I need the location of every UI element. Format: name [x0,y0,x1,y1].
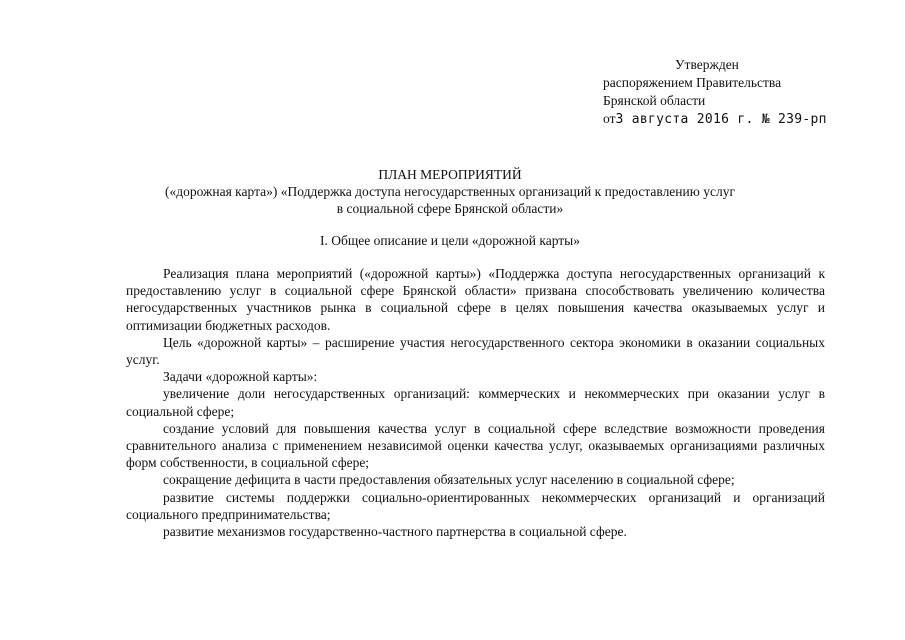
approval-heading: Утвержден [675,57,739,72]
approval-issuer: распоряжением Правительства [603,75,782,90]
title-line-2: («дорожная карта») «Поддержка доступа негосударственных организаций к предоставлению услуг [165,184,735,199]
approval-date-prefix: от [603,111,616,126]
title-line-1: ПЛАН МЕРОПРИЯТИЙ [378,167,522,182]
document-title [120,166,780,217]
paragraph-task-1: увеличение доли негосударственных организаций: коммерческих и некоммерческих при оказании услуг в социальной сфере; [126,386,825,419]
paragraph-task-5: развитие механизмов государственно-частного партнерства в социальной сфере. [163,524,627,540]
approval-block [603,56,893,129]
paragraph-intro: Реализация плана мероприятий («дорожной карты») «Поддержка доступа негосударственных организаций к предоставлению услуг в социальной сфере Брянской области» призвана способствовать увеличению количества негосударственных участников рынка в социальной сфере в целях повышения качества оказываемых услуг и оптимизации бюджетных расходов. [126,266,825,333]
paragraph-goal: Цель «дорожной карты» – расширение участия негосударственного сектора экономики в оказании социальных услуг. [126,334,825,368]
paragraph-task-3: сокращение дефицита в части предоставления обязательных услуг населению в социальной сфере; [163,472,735,488]
section-heading: I. Общее описание и цели «дорожной карты» [319,233,580,248]
paragraph-tasks-heading: Задачи «дорожной карты»: [163,369,318,385]
paragraph-task-2: создание условий для повышения качества услуг в социальной сфере вследствие возможности проведения сравнительного анализа с применением независимой оценки качества услуг, оказываемых организациями различных форм собственности, в социальной сфере; [126,420,825,471]
approval-date-line [603,110,893,129]
title-line-3: в социальной сфере Брянской области» [336,201,564,216]
document-body [126,265,825,540]
approval-date-stamp: 3 августа 2016 г. № 239-рп [615,112,827,127]
approval-region: Брянской области [603,93,706,108]
paragraph-task-4: развитие системы поддержки социально-ориентированных некоммерческих организаций и организаций социального предпринимательства; [126,489,825,522]
